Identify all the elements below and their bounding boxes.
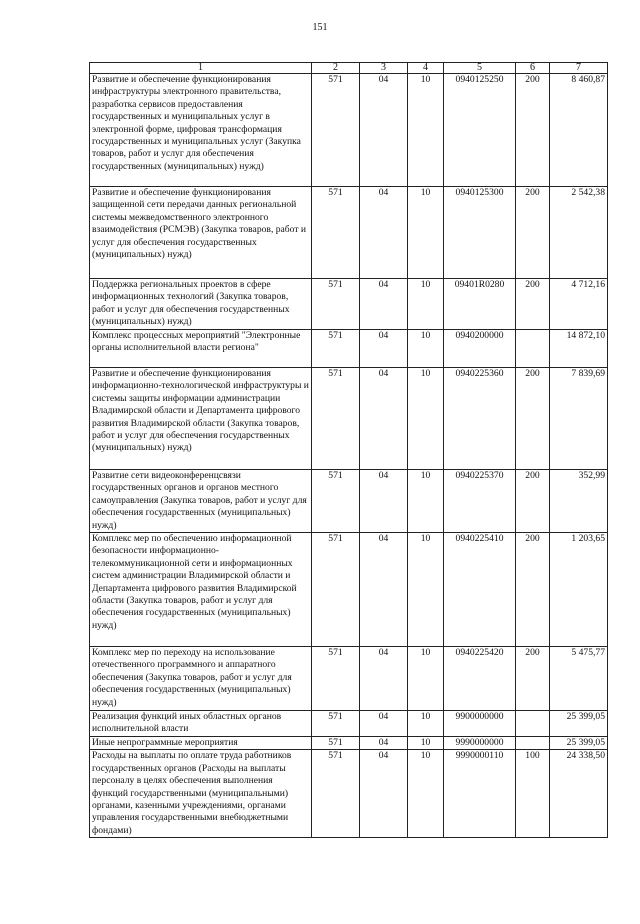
row-target-article: 0940225420 — [444, 647, 516, 711]
row-ministry-code: 571 — [312, 737, 360, 750]
row-target-article: 0940225360 — [444, 368, 516, 470]
row-ministry-code: 571 — [312, 279, 360, 330]
row-description: Развитие и обеспечение функционирования защищенной сети передачи данных региональной системы межведомственного электронного взаимодействия (РСМЭВ) (Закупка товаров, работ и услуг для обеспечения государственных (муниципальных) нужд) — [90, 187, 312, 279]
row-description: Развитие сети видеоконференцсвязи государственных органов и органов местного самоуправления (Закупка товаров, работ и услуг для обеспечения государственных (муниципальных) нужд) — [90, 470, 312, 533]
row-target-article: 0940225410 — [444, 533, 516, 647]
table-row — [90, 187, 608, 279]
row-ministry-code: 571 — [312, 533, 360, 647]
row-ministry-code: 571 — [312, 368, 360, 470]
row-description: Комплекс мер по обеспечению информационной безопасности информационно-телекоммуникационной сети и информационных систем администрации Владимирской области и Департамента цифрового развития Владимирской области (Закупка товаров, работ и услуг для обеспечения государственных (муниципальных) нужд) — [90, 533, 312, 647]
row-subsection-code: 10 — [408, 279, 444, 330]
row-section-code: 04 — [360, 279, 408, 330]
row-target-article: 0940125250 — [444, 74, 516, 187]
row-section-code: 04 — [360, 737, 408, 750]
column-header: 5 — [444, 63, 516, 74]
row-section-code: 04 — [360, 647, 408, 711]
column-header: 1 — [90, 63, 312, 74]
row-amount: 7 839,69 — [550, 368, 608, 470]
row-ministry-code: 571 — [312, 470, 360, 533]
row-description: Комплекс мер по переходу на использование отечественного программного и аппаратного обеспечения (Закупка товаров, работ и услуг для обеспечения государственных (муниципальных) нужд) — [90, 647, 312, 711]
table-row — [90, 74, 608, 187]
row-subsection-code: 10 — [408, 647, 444, 711]
row-ministry-code: 571 — [312, 330, 360, 368]
row-target-article: 09401R0280 — [444, 279, 516, 330]
row-ministry-code: 571 — [312, 74, 360, 187]
row-description: Иные непрограммные мероприятия — [90, 737, 312, 750]
row-section-code: 04 — [360, 533, 408, 647]
row-expense-type: 200 — [516, 533, 550, 647]
row-expense-type: 200 — [516, 647, 550, 711]
row-expense-type — [516, 737, 550, 750]
row-expense-type: 200 — [516, 74, 550, 187]
row-expense-type: 200 — [516, 368, 550, 470]
row-amount: 25 399,05 — [550, 737, 608, 750]
row-ministry-code: 571 — [312, 647, 360, 711]
row-subsection-code: 10 — [408, 470, 444, 533]
row-amount: 2 542,38 — [550, 187, 608, 279]
row-subsection-code: 10 — [408, 187, 444, 279]
row-target-article: 9990000110 — [444, 750, 516, 838]
row-expense-type: 200 — [516, 470, 550, 533]
row-section-code: 04 — [360, 187, 408, 279]
row-target-article: 0940200000 — [444, 330, 516, 368]
page-number: 151 — [312, 22, 328, 33]
row-expense-type: 100 — [516, 750, 550, 838]
row-subsection-code: 10 — [408, 711, 444, 737]
row-amount: 5 475,77 — [550, 647, 608, 711]
table-row — [90, 647, 608, 711]
row-section-code: 04 — [360, 368, 408, 470]
row-description: Поддержка региональных проектов в сфере информационных технологий (Закупка товаров, работ и услуг для обеспечения государственных (муниципальных) нужд) — [90, 279, 312, 330]
row-expense-type: 200 — [516, 279, 550, 330]
row-subsection-code: 10 — [408, 368, 444, 470]
column-header: 7 — [550, 63, 608, 74]
row-amount: 14 872,10 — [550, 330, 608, 368]
row-section-code: 04 — [360, 750, 408, 838]
row-subsection-code: 10 — [408, 533, 444, 647]
row-ministry-code: 571 — [312, 711, 360, 737]
table-row — [90, 533, 608, 647]
row-subsection-code: 10 — [408, 737, 444, 750]
column-header: 2 — [312, 63, 360, 74]
row-section-code: 04 — [360, 74, 408, 187]
row-description: Расходы на выплаты по оплате труда работников государственных органов (Расходы на выплаты персоналу в целях обеспечения выполнения функций государственными (муниципальными) органами, казенными учреждениями, органами управления государственными внебюджетными фондами) — [90, 750, 312, 838]
row-description: Развитие и обеспечение функционирования инфраструктуры электронного правительства, разработка сервисов предоставления государственных и муниципальных услуг в электронной форме, цифровая трансформация государственных и муниципальных услуг (Закупка товаров, работ и услуг для обеспечения государственных (муниципальных) нужд) — [90, 74, 312, 187]
row-section-code: 04 — [360, 711, 408, 737]
row-subsection-code: 10 — [408, 330, 444, 368]
row-amount: 24 338,50 — [550, 750, 608, 838]
row-target-article: 0940125300 — [444, 187, 516, 279]
table-row — [90, 330, 608, 368]
row-amount: 1 203,65 — [550, 533, 608, 647]
column-header: 6 — [516, 63, 550, 74]
row-target-article: 0940225370 — [444, 470, 516, 533]
row-amount: 352,99 — [550, 470, 608, 533]
row-expense-type: 200 — [516, 187, 550, 279]
row-amount: 25 399,05 — [550, 711, 608, 737]
table-row — [90, 737, 608, 750]
budget-table — [89, 62, 608, 838]
row-ministry-code: 571 — [312, 187, 360, 279]
column-header: 4 — [408, 63, 444, 74]
row-subsection-code: 10 — [408, 750, 444, 838]
table-row — [90, 470, 608, 533]
row-description: Реализация функций иных областных органов исполнительной власти — [90, 711, 312, 737]
row-section-code: 04 — [360, 330, 408, 368]
table-row — [90, 750, 608, 838]
column-header: 3 — [360, 63, 408, 74]
row-description: Развитие и обеспечение функционирования информационно-технологической инфраструктуры и системы защиты информации администрации Владимирской области и Департамента цифрового развития Владимирской области (Закупка товаров, работ и услуг для обеспечения государственных (муниципальных) нужд) — [90, 368, 312, 470]
row-ministry-code: 571 — [312, 750, 360, 838]
row-target-article: 9990000000 — [444, 737, 516, 750]
row-amount: 4 712,16 — [550, 279, 608, 330]
row-target-article: 9900000000 — [444, 711, 516, 737]
table-row — [90, 711, 608, 737]
row-section-code: 04 — [360, 470, 408, 533]
table-row — [90, 279, 608, 330]
table-row — [90, 368, 608, 470]
row-description: Комплекс процессных мероприятий "Электронные органы исполнительной власти региона" — [90, 330, 312, 368]
row-amount: 8 460,87 — [550, 74, 608, 187]
row-subsection-code: 10 — [408, 74, 444, 187]
table-header-row — [90, 63, 608, 74]
row-expense-type — [516, 330, 550, 368]
row-expense-type — [516, 711, 550, 737]
